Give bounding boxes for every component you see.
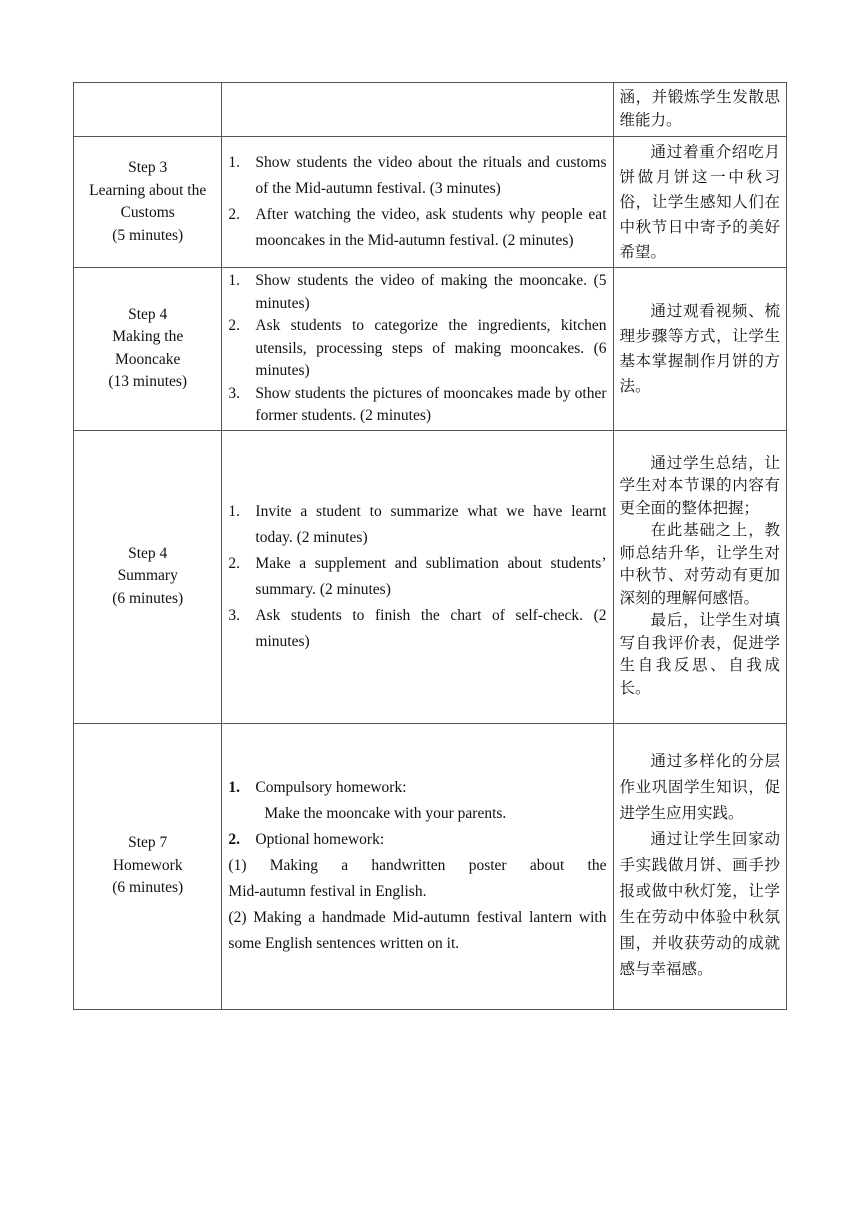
step-title: Homework — [112, 856, 183, 874]
homework-detail: Make the mooncake with your parents. — [264, 805, 507, 822]
activity-list — [228, 270, 606, 428]
step-duration: (6 minutes) — [112, 589, 184, 607]
activity-cell — [222, 83, 613, 137]
step-number: Step 4 — [128, 305, 168, 323]
note-paragraph: 通过学生总结，让学生对本节课的内容有更全面的整体把握； — [619, 454, 780, 517]
table-row — [74, 268, 787, 431]
step-number: Step 3 — [128, 159, 168, 176]
homework-item: 2. Optional homework: — [228, 831, 385, 848]
note-paragraph: 通过观看视频、梳理步骤等方式，让学生基本掌握制作月饼的方法。 — [619, 302, 780, 395]
step-title: Customs — [120, 204, 175, 221]
homework-item: 1. Compulsory homework: — [228, 779, 407, 796]
notes-cell — [613, 83, 787, 137]
homework-option: (2) Making a handmade Mid-autumn festival lantern with some English sentences written on it. — [228, 909, 607, 952]
step-title: Mooncake — [114, 350, 181, 368]
step-duration: (5 minutes) — [112, 226, 184, 244]
notes-cell — [613, 723, 787, 1009]
table-row — [74, 723, 787, 1009]
activity-list — [228, 499, 606, 655]
step-cell — [74, 723, 222, 1009]
notes-cell — [613, 268, 787, 431]
table-row — [74, 83, 787, 137]
step-duration: (13 minutes) — [108, 373, 188, 391]
step-title: Making the — [112, 328, 184, 346]
homework-option: Mid-autumn festival in English. — [228, 883, 427, 900]
note-paragraph: 通过让学生回家动手实践做月饼、画手抄报或做中秋灯笼，让学生在劳动中体验中秋氛围，并收获劳动的成就感与幸福感。 — [619, 831, 780, 978]
activity-cell — [222, 723, 613, 1009]
activity-list — [228, 150, 606, 254]
list-item: 2. After watching the video, ask students why people eat mooncakes in the Mid-autumn festival. (2 minutes) — [228, 206, 607, 249]
step-number: Step 4 — [128, 544, 168, 562]
list-item: 1. Invite a student to summarize what we have learnt today. (2 minutes) — [228, 502, 607, 546]
step-title: Learning about the — [89, 181, 207, 199]
notes-cell — [613, 430, 787, 723]
step-cell — [74, 137, 222, 268]
list-item: 1. Show students the video of making the mooncake. (5 minutes) — [228, 272, 607, 312]
homework-block — [228, 775, 606, 957]
table-row — [74, 137, 787, 268]
lesson-plan-table — [73, 82, 787, 1010]
step-number: Step 7 — [128, 834, 168, 852]
step-cell — [74, 268, 222, 431]
homework-option: (1) Making a handwritten poster about the — [228, 857, 607, 874]
step-title: Summary — [117, 567, 178, 585]
list-item: 2. Ask students to categorize the ingredients, kitchen utensils, processing steps of making mooncakes. (6 minutes) — [228, 317, 607, 379]
note-paragraph: 最后，让学生对填写自我评价表，促进学生自我反思、自我成长。 — [619, 612, 780, 697]
list-item: 3. Show students the pictures of mooncakes made by other former students. (2 minutes) — [228, 384, 607, 424]
step-duration: (6 minutes) — [112, 879, 184, 897]
activity-cell — [222, 430, 613, 723]
activity-cell — [222, 137, 613, 268]
activity-cell — [222, 268, 613, 431]
list-item: 1. Show students the video about the rituals and customs of the Mid-autumn festival. (3 minutes) — [228, 154, 607, 197]
note-paragraph: 涵，并锻炼学生发散思维能力。 — [619, 89, 780, 129]
table-row — [74, 430, 787, 723]
note-paragraph: 在此基础之上，教师总结升华，让学生对中秋节、对劳动有更加深刻的理解何感悟。 — [619, 522, 780, 607]
list-item: 2. Make a supplement and sublimation about students’ summary. (2 minutes) — [228, 554, 607, 598]
note-paragraph: 通过着重介绍吃月饼做月饼这一中秋习俗，让学生感知人们在中秋节日中寄予的美好希望。 — [619, 143, 780, 261]
step-cell — [74, 83, 222, 137]
note-paragraph: 通过多样化的分层作业巩固学生知识，促进学生应用实践。 — [619, 753, 780, 822]
step-cell — [74, 430, 222, 723]
notes-cell — [613, 137, 787, 268]
list-item: 3. Ask students to finish the chart of self-check. (2 minutes) — [228, 606, 607, 650]
